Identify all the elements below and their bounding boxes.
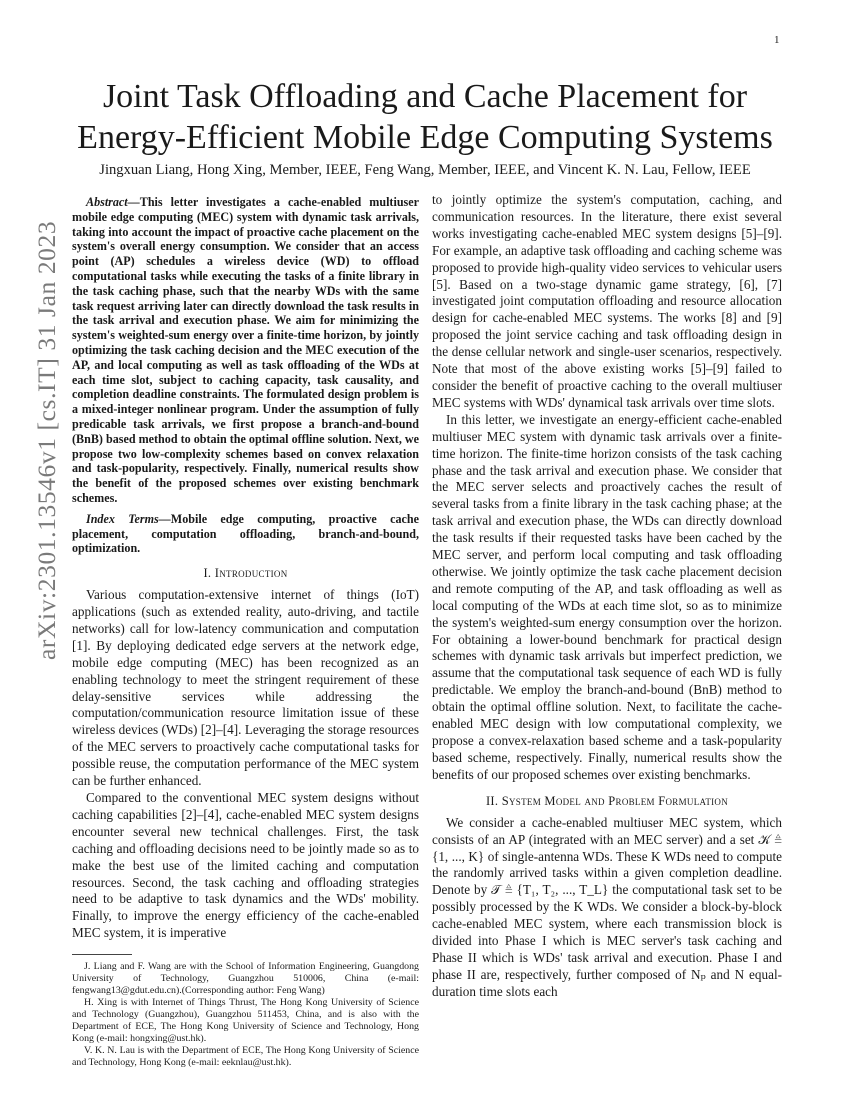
- footnote-divider: [72, 954, 132, 955]
- paper-title: Joint Task Offloading and Cache Placement for Energy-Efficient Mobile Edge Computing Systems: [77, 78, 773, 156]
- abstract: [72, 195, 419, 506]
- intro-paragraph-2-continued: to jointly optimize the system's computation, caching, and communication resources. In the literature, there exist several works investigating cache-enabled MEC system designs [5]–[9]. For example, an adaptive task offloading and caching scheme was proposed to provide high-quality video services to vehicular users [5]. Based on a two-stage dynamic game strategy, [6], [7] investigated joint computation offloading and resource allocation design for cache-enabled MEC systems. The works [8] and [9] proposed the joint service caching and task offloading design in the dense cellular network and single-user scenarios, respectively. Note that most of the above existing works [5]–[9] failed to consider the benefit of proactive caching to the overall multiuser MEC systems with WDs' dynamical task arrivals over time slots.: [432, 192, 782, 410]
- index-terms: [72, 512, 419, 556]
- system-model-paragraph-1: We consider a cache-enabled multiuser MEC system, which consists of an AP (integrated with an MEC server) and a set 𝒦 ≜ {1, ..., K} of single-antenna WDs. These K WDs need to compute the randomly arrived tasks within a given completion deadline. Denote by 𝒯 ≜ {T₁, T₂, ..., T_L} the computational task set to be possibly processed by the K WDs. We consider a block-by-block cache-enabled MEC system, where each transmission block is divided into Phase I which is MEC server's task caching and Phase II which is WDs' task arrival and execution. Phase I and phase II are, respectively, further composed of Nₚ and N equal-duration time slots each: [432, 814, 783, 999]
- intro-paragraph-1: Various computation-extensive internet of things (IoT) applications (such as extended reality, auto-driving, and tactile networks) call for low-latency communication and computation [1]. By deploying dedicated edge servers at the network edge, mobile edge computing (MEC) has been recognized as an enabling technology to meet the stringent requirement of these delay-sensitive services while addressing the computation/communication resource limitation issue of these wireless devices (WDs) [2]–[4]. Leveraging the storage resources of the MEC servers to proactively cache computational tasks for possible reuse, the computation performance of the MEC system can be further enhanced.: [72, 587, 419, 789]
- intro-paragraph-2: Compared to the conventional MEC system designs without caching capabilities [2]–[4], cache-enabled MEC system designs encounter several new technical challenges. First, the task caching and offloading decisions need to be jointly made so as to make the best use of the limited caching and computation resources. Second, the task caching and offloading strategies need to be adaptive to task dynamics and the WDs' mobility. Finally, to improve the energy efficiency of the cache-enabled MEC system, it is imperative: [72, 790, 419, 941]
- arxiv-identifier-stamp: arXiv:2301.13546v1 [cs.IT] 31 Jan 2023: [32, 220, 61, 660]
- index-terms-text: Mobile edge computing, proactive cache placement, computation offloading, branch-and-bound, optimization.: [72, 511, 419, 556]
- footnote-affiliation-3: V. K. N. Lau is with the Department of ECE, The Hong Kong University of Science and Technology, Hong Kong (e-mail: eeknlau@ust.hk).: [72, 1045, 419, 1069]
- page-number: 1: [774, 34, 780, 46]
- footnote-affiliation-2: H. Xing is with Internet of Things Thrust, The Hong Kong University of Science and Technology (Guangzhou), Guangzhou 511453, China, and is also with the Department of ECE, The Hong Kong University of Science and Technology, Hong Kong (e-mail: hongxing@ust.hk).: [72, 997, 419, 1045]
- right-column: [432, 192, 782, 1001]
- left-column: [72, 195, 419, 1069]
- intro-paragraph-3: In this letter, we investigate an energy-efficient cache-enabled multiuser MEC system with dynamic task arrivals over a finite-time horizon. The finite-time horizon consists of the task caching phase and the task arrival and execution phase. We consider that the MEC server selects and proactively caches the result of several tasks from a finite library in the task caching phase; at the task arrival and execution phase, the WDs can directly download the task results if their requested tasks have been cached by the MEC server, and perform local computing and task offloading otherwise. We jointly optimize the task cache placement decision and remote computing of the AP, and task offloading as well as local computing of the WDs at each time slot, so as to minimize the system's weighted-sum energy consumption over the horizon. For obtaining a lower-bound benchmark for practical design schemes with dynamic task arrivals but imperfect prediction, we assume that the computational task sequence of each WD is fully predictable. We employ the branch-and-bound (BnB) method to obtain the optimal offline solution. Next, to facilitate the cache-enabled MEC design with low computational complexity, we propose a convex-relaxation based scheme and a task-popularity based scheme, respectively. Finally, numerical results show the benefits of our proposed schemes over existing benchmarks.: [432, 411, 782, 782]
- section-heading-system-model: II. System Model and Problem Formulation: [485, 793, 729, 808]
- index-terms-label: Index Terms—: [86, 511, 171, 526]
- section-heading-introduction: I. Introduction: [203, 566, 288, 581]
- abstract-label: Abstract—: [86, 195, 140, 209]
- footnote-affiliation-1: J. Liang and F. Wang are with the School of Information Engineering, Guangdong University of Technology, Guangzhou 510006, China (e-mail: fengwang13@gdut.edu.cn).(Corresponding author: Feng Wang): [72, 961, 419, 997]
- abstract-text: This letter investigates a cache-enabled multiuser mobile edge computing (MEC) system with dynamic task arrivals, taking into account the impact of proactive cache placement on the system's overall energy consumption. We consider that an access point (AP) schedules a wireless device (WD) to offload computational tasks while executing the tasks of a finite library in the task caching phase, such that the nearby WDs with the same task request arriving later can directly download the task results in the task arrival and execution phase. We aim for minimizing the system's weighted-sum energy over a finite-time horizon, by jointly optimizing the task caching decision and the MEC execution of the AP, and local computing as well as task offloading of the WDs at each time slot, subject to caching capacity, task causality, and completion deadline constraints. The formulated design problem is a mixed-integer nonlinear program. Under the assumption of fully predicable task arrivals, we first propose a branch-and-bound (BnB) based method to obtain the optimal offline solution. Next, we propose two low-complexity schemes based on convex relaxation and task-popularity, respectively. Finally, numerical results show the benefit of the proposed schemes over existing benchmark schemes.: [72, 195, 419, 505]
- author-list: Jingxuan Liang, Hong Xing, Member, IEEE, Feng Wang, Member, IEEE, and Vincent K. N. Lau, Fellow, IEEE: [99, 162, 751, 178]
